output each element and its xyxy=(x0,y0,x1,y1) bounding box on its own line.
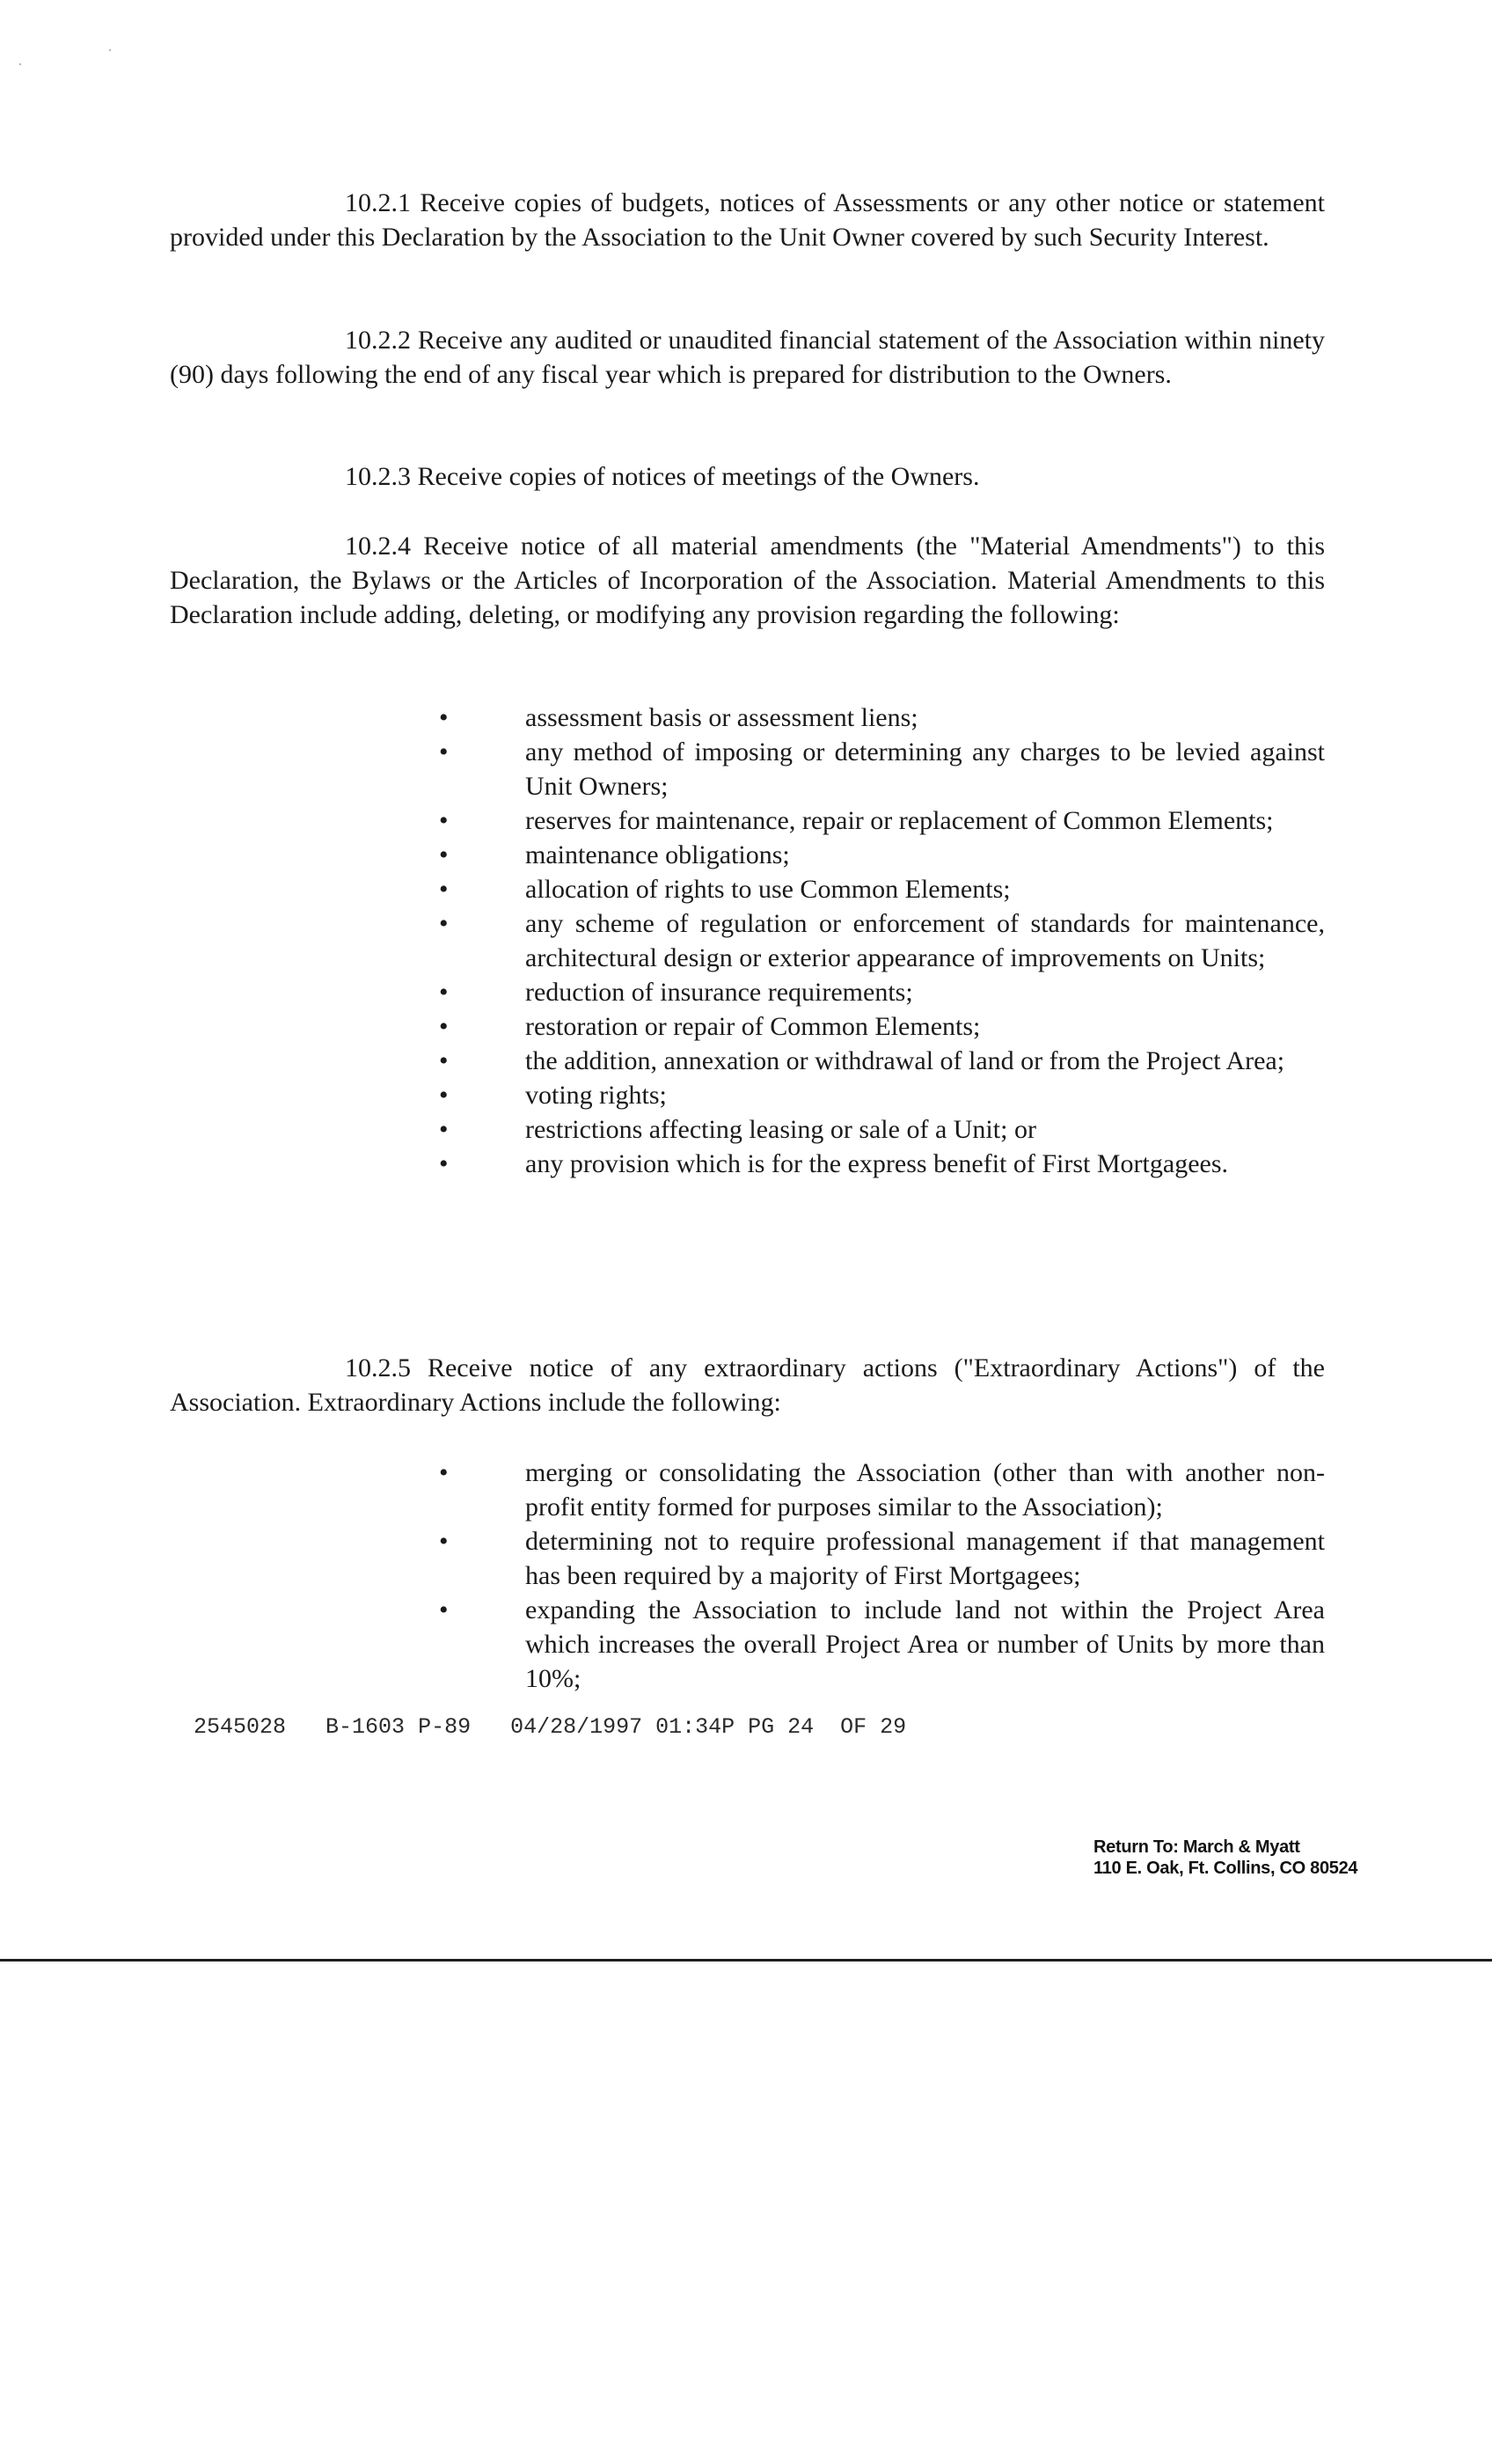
list-item: • restoration or repair of Common Elements; xyxy=(434,1009,1325,1044)
return-to-line-1: Return To: March & Myatt xyxy=(1093,1837,1300,1857)
page-info: PG 24 OF 29 xyxy=(748,1714,907,1740)
list-item: • assessment basis or assessment liens; xyxy=(434,700,1325,735)
extraordinary-actions-list xyxy=(434,1456,1325,1696)
bullet-icon: • xyxy=(439,1081,449,1110)
scan-speck xyxy=(109,49,111,51)
return-to-stamp xyxy=(1093,1837,1357,1879)
bullet-icon: • xyxy=(439,875,449,904)
return-to-line-2: 110 E. Oak, Ft. Collins, CO 80524 xyxy=(1093,1859,1358,1878)
section-10-2-2 xyxy=(170,323,1325,392)
section-10-2-4 xyxy=(170,529,1325,632)
bullet-icon: • xyxy=(439,1115,449,1144)
material-amendments-list xyxy=(434,700,1325,1181)
bullet-icon: • xyxy=(439,1012,449,1041)
bullet-icon: • xyxy=(439,737,449,766)
list-item: • any provision which is for the express benefit of First Mortgagees. xyxy=(434,1147,1325,1181)
section-10-2-1 xyxy=(170,186,1325,254)
list-item: • restrictions affecting leasing or sale of a Unit; or xyxy=(434,1112,1325,1147)
bullet-icon: • xyxy=(439,806,449,835)
paragraph-10-2-5: 10.2.5 Receive notice of any extraordinary actions ("Extraordinary Actions") of the Association. Extraordinary Actions include the following: xyxy=(170,1353,1325,1417)
list-item: • voting rights; xyxy=(434,1078,1325,1112)
bullet-icon: • xyxy=(439,978,449,1007)
list-item: • determining not to require professional management if that management has been required by a majority of First Mortgagees; xyxy=(434,1524,1325,1593)
section-10-2-3 xyxy=(170,459,1325,494)
bullet-icon: • xyxy=(439,1046,449,1075)
page-bottom-rule xyxy=(0,1959,1492,1962)
bullet-icon: • xyxy=(439,703,449,732)
paragraph-10-2-2: 10.2.2 Receive any audited or unaudited financial statement of the Association within ninety (90) days following the end of any fiscal year which is prepared for distribution to the Owners. xyxy=(170,326,1325,389)
list-item: • any method of imposing or determining any charges to be levied against Unit Owners; xyxy=(434,735,1325,803)
scan-speck xyxy=(19,63,21,65)
bullet-icon: • xyxy=(439,840,449,869)
list-item: • expanding the Association to include land not within the Project Area which increases the overall Project Area or number of Units by more than 10%; xyxy=(434,1593,1325,1696)
bullet-icon: • xyxy=(439,1149,449,1178)
bullet-icon: • xyxy=(439,1458,449,1487)
book-page: B-1603 P-89 xyxy=(325,1714,472,1740)
bullet-icon: • xyxy=(439,1527,449,1556)
bullet-icon: • xyxy=(439,1595,449,1624)
paragraph-10-2-1: 10.2.1 Receive copies of budgets, notices of Assessments or any other notice or statement provided under this Declaration by the Association to the Unit Owner covered by such Security Interest. xyxy=(170,188,1325,252)
recording-stamp xyxy=(194,1714,906,1740)
recorded-datetime: 04/28/1997 01:34P xyxy=(510,1714,735,1740)
list-item: • any scheme of regulation or enforcement of standards for maintenance, architectural design or exterior appearance of improvements on Units; xyxy=(434,906,1325,975)
paragraph-10-2-3: 10.2.3 Receive copies of notices of meetings of the Owners. xyxy=(345,462,980,491)
list-item: • merging or consolidating the Association (other than with another non-profit entity formed for purposes similar to the Association); xyxy=(434,1456,1325,1524)
list-item: • reduction of insurance requirements; xyxy=(434,975,1325,1009)
list-item: • the addition, annexation or withdrawal of land or from the Project Area; xyxy=(434,1044,1325,1078)
list-item: • reserves for maintenance, repair or replacement of Common Elements; xyxy=(434,803,1325,838)
list-item: • maintenance obligations; xyxy=(434,838,1325,872)
section-10-2-5 xyxy=(170,1351,1325,1419)
reception-number: 2545028 xyxy=(194,1714,287,1740)
paragraph-10-2-4: 10.2.4 Receive notice of all material amendments (the "Material Amendments") to this Declaration, the Bylaws or the Articles of Incorporation of the Association. Material Amendments to this Declaration include adding, deleting, or modifying any provision regarding the following: xyxy=(170,532,1325,629)
list-item: • allocation of rights to use Common Elements; xyxy=(434,872,1325,906)
bullet-icon: • xyxy=(439,909,449,938)
